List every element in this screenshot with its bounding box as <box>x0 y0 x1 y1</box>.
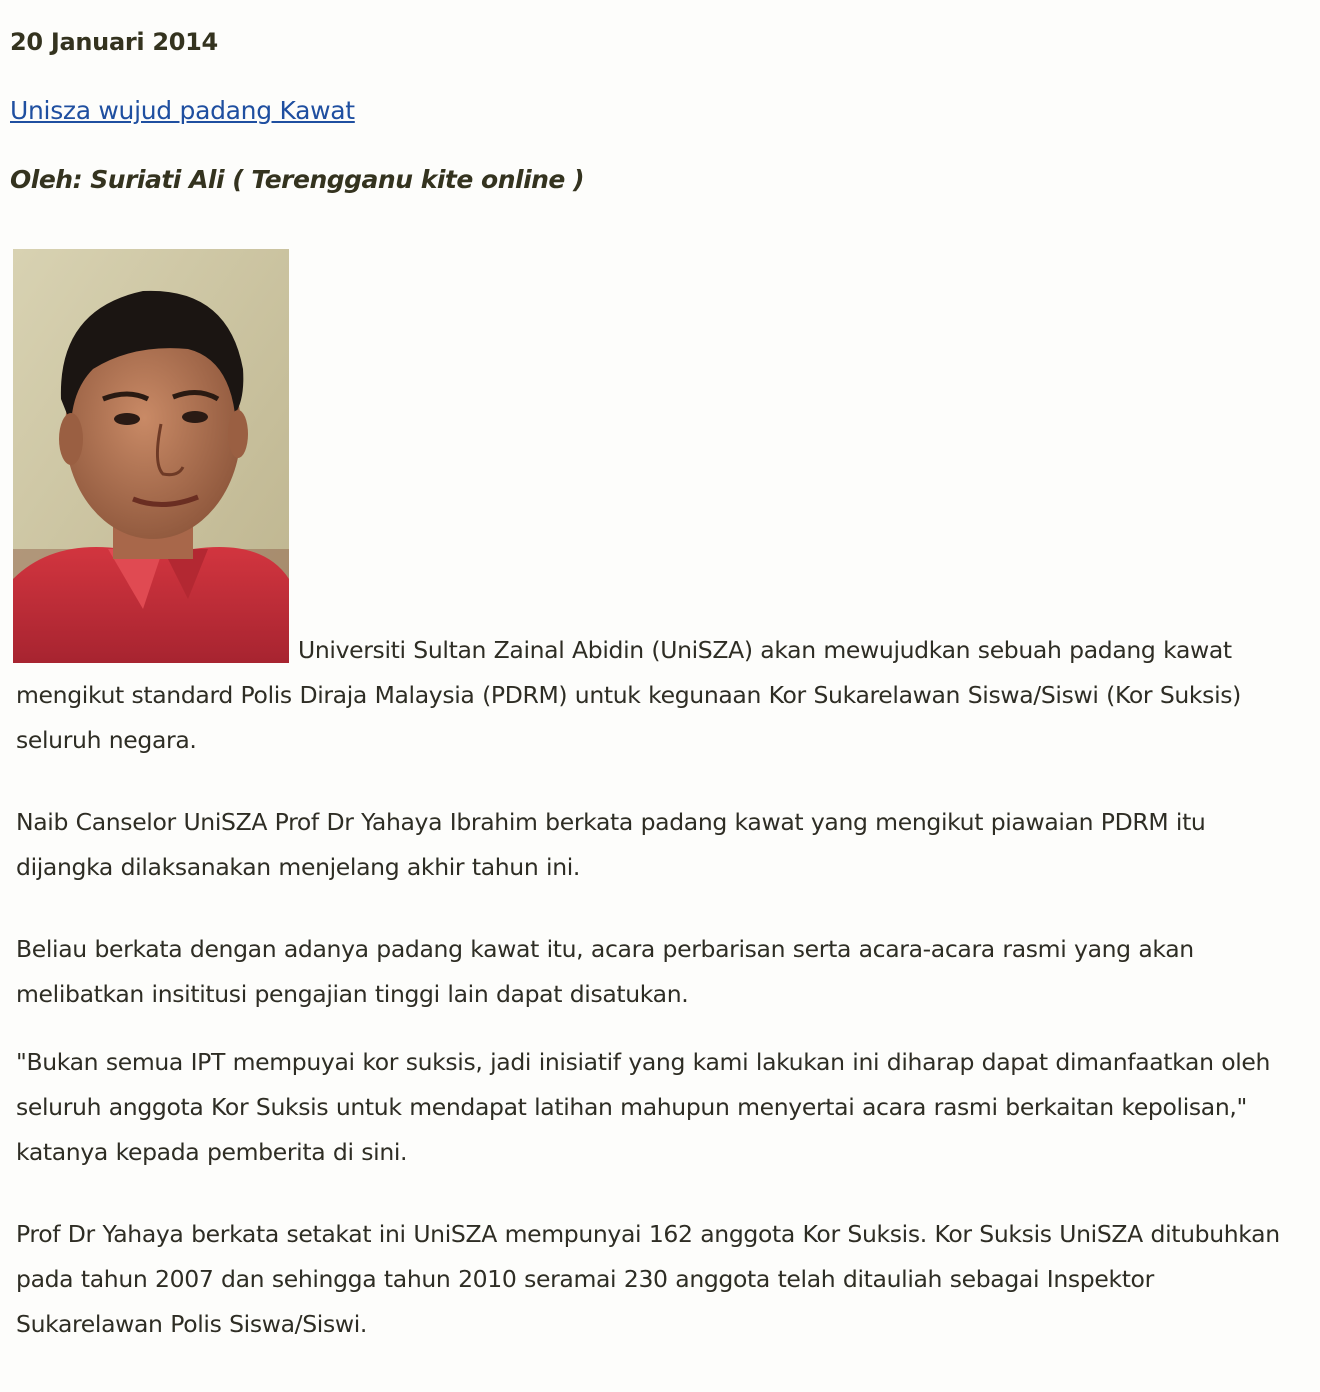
article-byline: Oleh: Suriati Ali ( Terengganu kite online ) <box>10 165 585 194</box>
article-paragraph: Naib Canselor UniSZA Prof Dr Yahaya Ibrahim berkata padang kawat yang mengikut piawaian PDRM itu dijangka dilaksanakan menjelang akhir tahun ini. <box>16 808 1206 881</box>
article-paragraph: Beliau berkata dengan adanya padang kawat itu, acara perbarisan serta acara-acara rasmi yang akan melibatkan insititusi pengajian tinggi lain dapat disatukan. <box>16 935 1194 1008</box>
article-headline-link[interactable]: Unisza wujud padang Kawat <box>10 96 355 125</box>
article-date: 20 Januari 2014 <box>10 28 218 56</box>
portrait-illustration <box>13 249 289 663</box>
article-paragraph: Universiti Sultan Zainal Abidin (UniSZA) akan mewujudkan sebuah padang kawat mengikut standard Polis Diraja Malaysia (PDRM) untuk kegunaan Kor Sukarelawan Siswa/Siswi (Kor Suksis) seluruh negara. <box>16 636 1241 754</box>
article-paragraph: Prof Dr Yahaya berkata setakat ini UniSZA mempunyai 162 anggota Kor Suksis. Kor Suksis UniSZA ditubuhkan pada tahun 2007 dan sehingga tahun 2010 seramai 230 anggota telah ditauliah sebagai Inspektor Sukarelawan Polis Siswa/Siswi. <box>16 1220 1280 1338</box>
article-paragraph: "Bukan semua IPT mempuyai kor suksis, jadi inisiatif yang kami lakukan ini diharap dapat dimanfaatkan oleh seluruh anggota Kor Suksis untuk mendapat latihan mahupun menyertai acara rasmi berkaitan kepolisan," katanya kepada pemberita di sini. <box>16 1048 1271 1166</box>
portrait-photo <box>13 249 289 663</box>
